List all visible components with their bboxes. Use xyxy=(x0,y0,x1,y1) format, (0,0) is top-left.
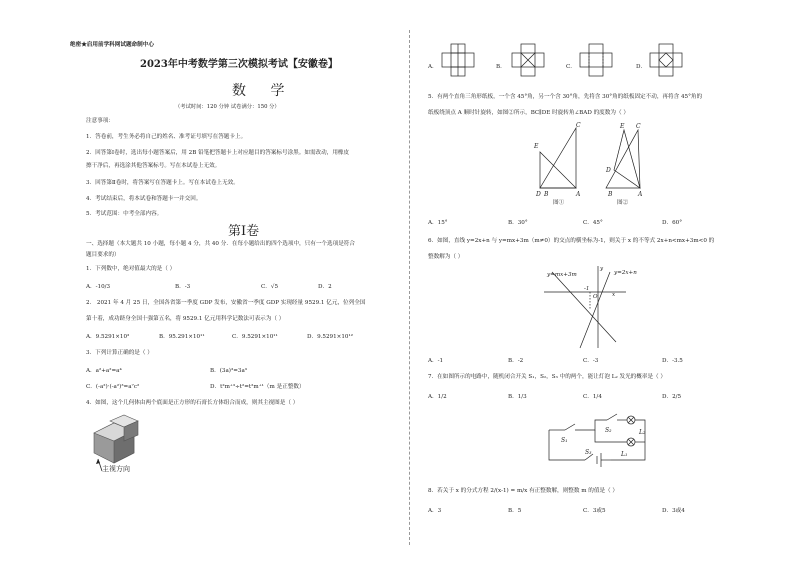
note-line: 1．答卷前，考生务必将自己的姓名、准考证号填写在答题卡上。 xyxy=(86,134,247,140)
svg-text:D: D xyxy=(536,191,541,198)
svg-text:C: C xyxy=(636,123,641,130)
q4-option-d: D． xyxy=(636,64,647,70)
header-note: 绝密★启用前学科网试题命制中心 xyxy=(70,42,154,48)
subject-title: 数 学 xyxy=(232,83,295,99)
svg-text:E: E xyxy=(534,143,539,150)
q5-stem: 纸板绕顶点 A 顺时针旋转，如图②所示，BC∥DE 时旋转角∠BAD 的度数为（ ） xyxy=(428,110,629,116)
part-title: 第Ⅰ卷 xyxy=(228,224,260,239)
svg-text:L₂: L₂ xyxy=(639,429,646,436)
q6-stem: 整数解为（ ） xyxy=(428,254,464,260)
q1-stem: 1．下列数中，绝对值最大的是（ ） xyxy=(86,266,176,272)
q7-circuit-diagram xyxy=(545,410,655,472)
q4-stem: 4．如图，这个几何体由两个底面是正方形的石膏长方体组合而成，则其主视图是（ ） xyxy=(86,400,299,406)
q8-option-d: D．3或4 xyxy=(662,508,685,514)
section-intro: 题目要求的） xyxy=(86,252,120,258)
section-intro: 一、选择题（本大题共 10 小题，每小题 4 分，共 40 分．在每小题给出的四个选项中，只有一个选项是符合 xyxy=(86,241,355,247)
svg-text:L₁: L₁ xyxy=(621,451,628,458)
note-line: 2．回答第Ⅰ卷时，选出每小题答案后，用 2B 铅笔把答题卡上对应题目的答案标号涂黑。如需改动，用橡皮 xyxy=(86,150,350,156)
q1-option-b: B．-3 xyxy=(175,284,191,290)
q5-option-b: B．30° xyxy=(508,220,528,226)
note-line: 擦干净后，再选涂其他答案标号。写在本试卷上无效。 xyxy=(86,163,221,169)
q3-option-a: A．a²+a²=a⁴ xyxy=(86,368,122,374)
q6-line1-label: y=mx+3m xyxy=(547,272,577,278)
column-divider xyxy=(409,30,410,545)
q7-option-c: C．1/4 xyxy=(583,394,602,400)
note-line: 3．回答第Ⅱ卷时，将答案写在答题卡上。写在本试卷上无效。 xyxy=(86,180,239,186)
note-line: 4．考试结束后，将本试卷和答题卡一并交回。 xyxy=(86,196,202,202)
q2-option-b: B．95.291×10¹¹ xyxy=(159,334,205,340)
svg-text:A: A xyxy=(576,191,581,198)
q3-option-b: B．(3a)³=3a³ xyxy=(210,368,248,374)
svg-text:E: E xyxy=(620,123,625,130)
q6-option-b: B．-2 xyxy=(508,358,524,364)
exam-info: （考试时间：120 分钟 试卷满分：150 分） xyxy=(175,104,280,110)
svg-text:y: y xyxy=(600,266,604,272)
notes-heading: 注意事项： xyxy=(86,118,114,124)
svg-text:O: O xyxy=(593,294,598,300)
q4-option-b-figure xyxy=(510,42,546,78)
q8-option-b: B．5 xyxy=(508,508,522,514)
q8-option-c: C．3或5 xyxy=(583,508,606,514)
svg-text:D: D xyxy=(606,167,611,174)
q3-stem: 3．下列计算正确的是（ ） xyxy=(86,350,153,356)
svg-text:B: B xyxy=(608,191,613,198)
q7-option-a: A．1/2 xyxy=(428,394,447,400)
q4-option-d-figure xyxy=(648,42,684,78)
q8-option-a: A．3 xyxy=(428,508,442,514)
svg-text:S₃: S₃ xyxy=(585,449,592,456)
q2-stem: 2． 2021 年 4 月 25 日，全国各省第一季度 GDP 发布，安徽省一季度 GDP 实现经量 9529.1 亿元，位列全国 xyxy=(86,300,366,306)
q3-option-d: D．t²m⁺³÷t²=t²m⁺¹（m 是正整数） xyxy=(210,384,305,390)
q5-triangle-figures xyxy=(530,120,670,210)
svg-text:S₁: S₁ xyxy=(561,437,568,444)
svg-text:x: x xyxy=(612,292,616,298)
q4-option-c: C． xyxy=(566,64,576,70)
q2-option-d: D．9.5291×10¹² xyxy=(307,334,353,340)
note-line: 5．考试范围：中考全部内容。 xyxy=(86,211,163,217)
q6-option-a: A．-1 xyxy=(428,358,444,364)
q4-option-b: B． xyxy=(496,64,506,70)
q7-option-d: D．2/5 xyxy=(662,394,682,400)
q1-option-c: C．√5 xyxy=(261,284,278,290)
q3-option-c: C．(-a²)·(-a²)³=a⁷c² xyxy=(86,384,140,390)
q4-option-a-figure xyxy=(440,42,476,78)
q5-option-d: D．60° xyxy=(662,220,682,226)
q4-option-c-figure xyxy=(578,42,614,78)
q5-stem: 5．有两个直角三角形纸板，一个含 45°角，另一个含 30°角，先将含 30°角的纸板固定不动，再将含 45°角的 xyxy=(428,94,703,100)
q4-option-a: A． xyxy=(428,64,438,70)
q7-stem: 7．在如图所示的电路中，随机闭合开关 S₁，S₂，S₃ 中的两个，能让灯泡 L₂ 发光的概率是（ ） xyxy=(428,374,667,380)
svg-text:-1: -1 xyxy=(584,286,590,292)
q8-stem: 8．若关于 x 的分式方程 2/(x-1) = m/x 有正整数解，则整数 m 的值是（ ） xyxy=(428,488,619,494)
svg-text:C: C xyxy=(576,122,581,129)
exam-title: 2023年中考数学第三次模拟考试【安徽卷】 xyxy=(140,59,338,70)
q1-option-a: A．-10/3 xyxy=(86,284,111,290)
q2-option-a: A．9.5291×10³ xyxy=(86,334,130,340)
svg-text:B: B xyxy=(544,191,549,198)
svg-text:S₂: S₂ xyxy=(605,427,612,434)
q1-option-d: D．2 xyxy=(318,284,332,290)
q2-stem: 第十着，成功跻身全国十强第五名，将 9529.1 亿元用科学记数法可表示为（ ） xyxy=(86,316,285,322)
q5-figure1-label: 图① xyxy=(553,200,565,206)
q7-option-b: B．1/3 xyxy=(508,394,527,400)
q5-option-c: C．45° xyxy=(583,220,603,226)
q6-line2-label: y=2x+n xyxy=(614,270,637,276)
q6-option-c: C．-3 xyxy=(583,358,599,364)
q5-figure2-label: 图② xyxy=(617,200,629,206)
q2-option-c: C．9.5291×10¹¹ xyxy=(232,334,278,340)
q5-option-a: A．15° xyxy=(428,220,448,226)
svg-text:A: A xyxy=(638,191,643,198)
view-direction-label: 主视方向 xyxy=(102,465,130,473)
q6-option-d: D．-3.5 xyxy=(662,358,683,364)
q6-stem: 6．如图，直线 y=2x+n 与 y=mx+3m（m≠0）的交点的横坐标为-1，则关于 x 的不等式 2x+n<mx+3m<0 的 xyxy=(428,238,715,244)
